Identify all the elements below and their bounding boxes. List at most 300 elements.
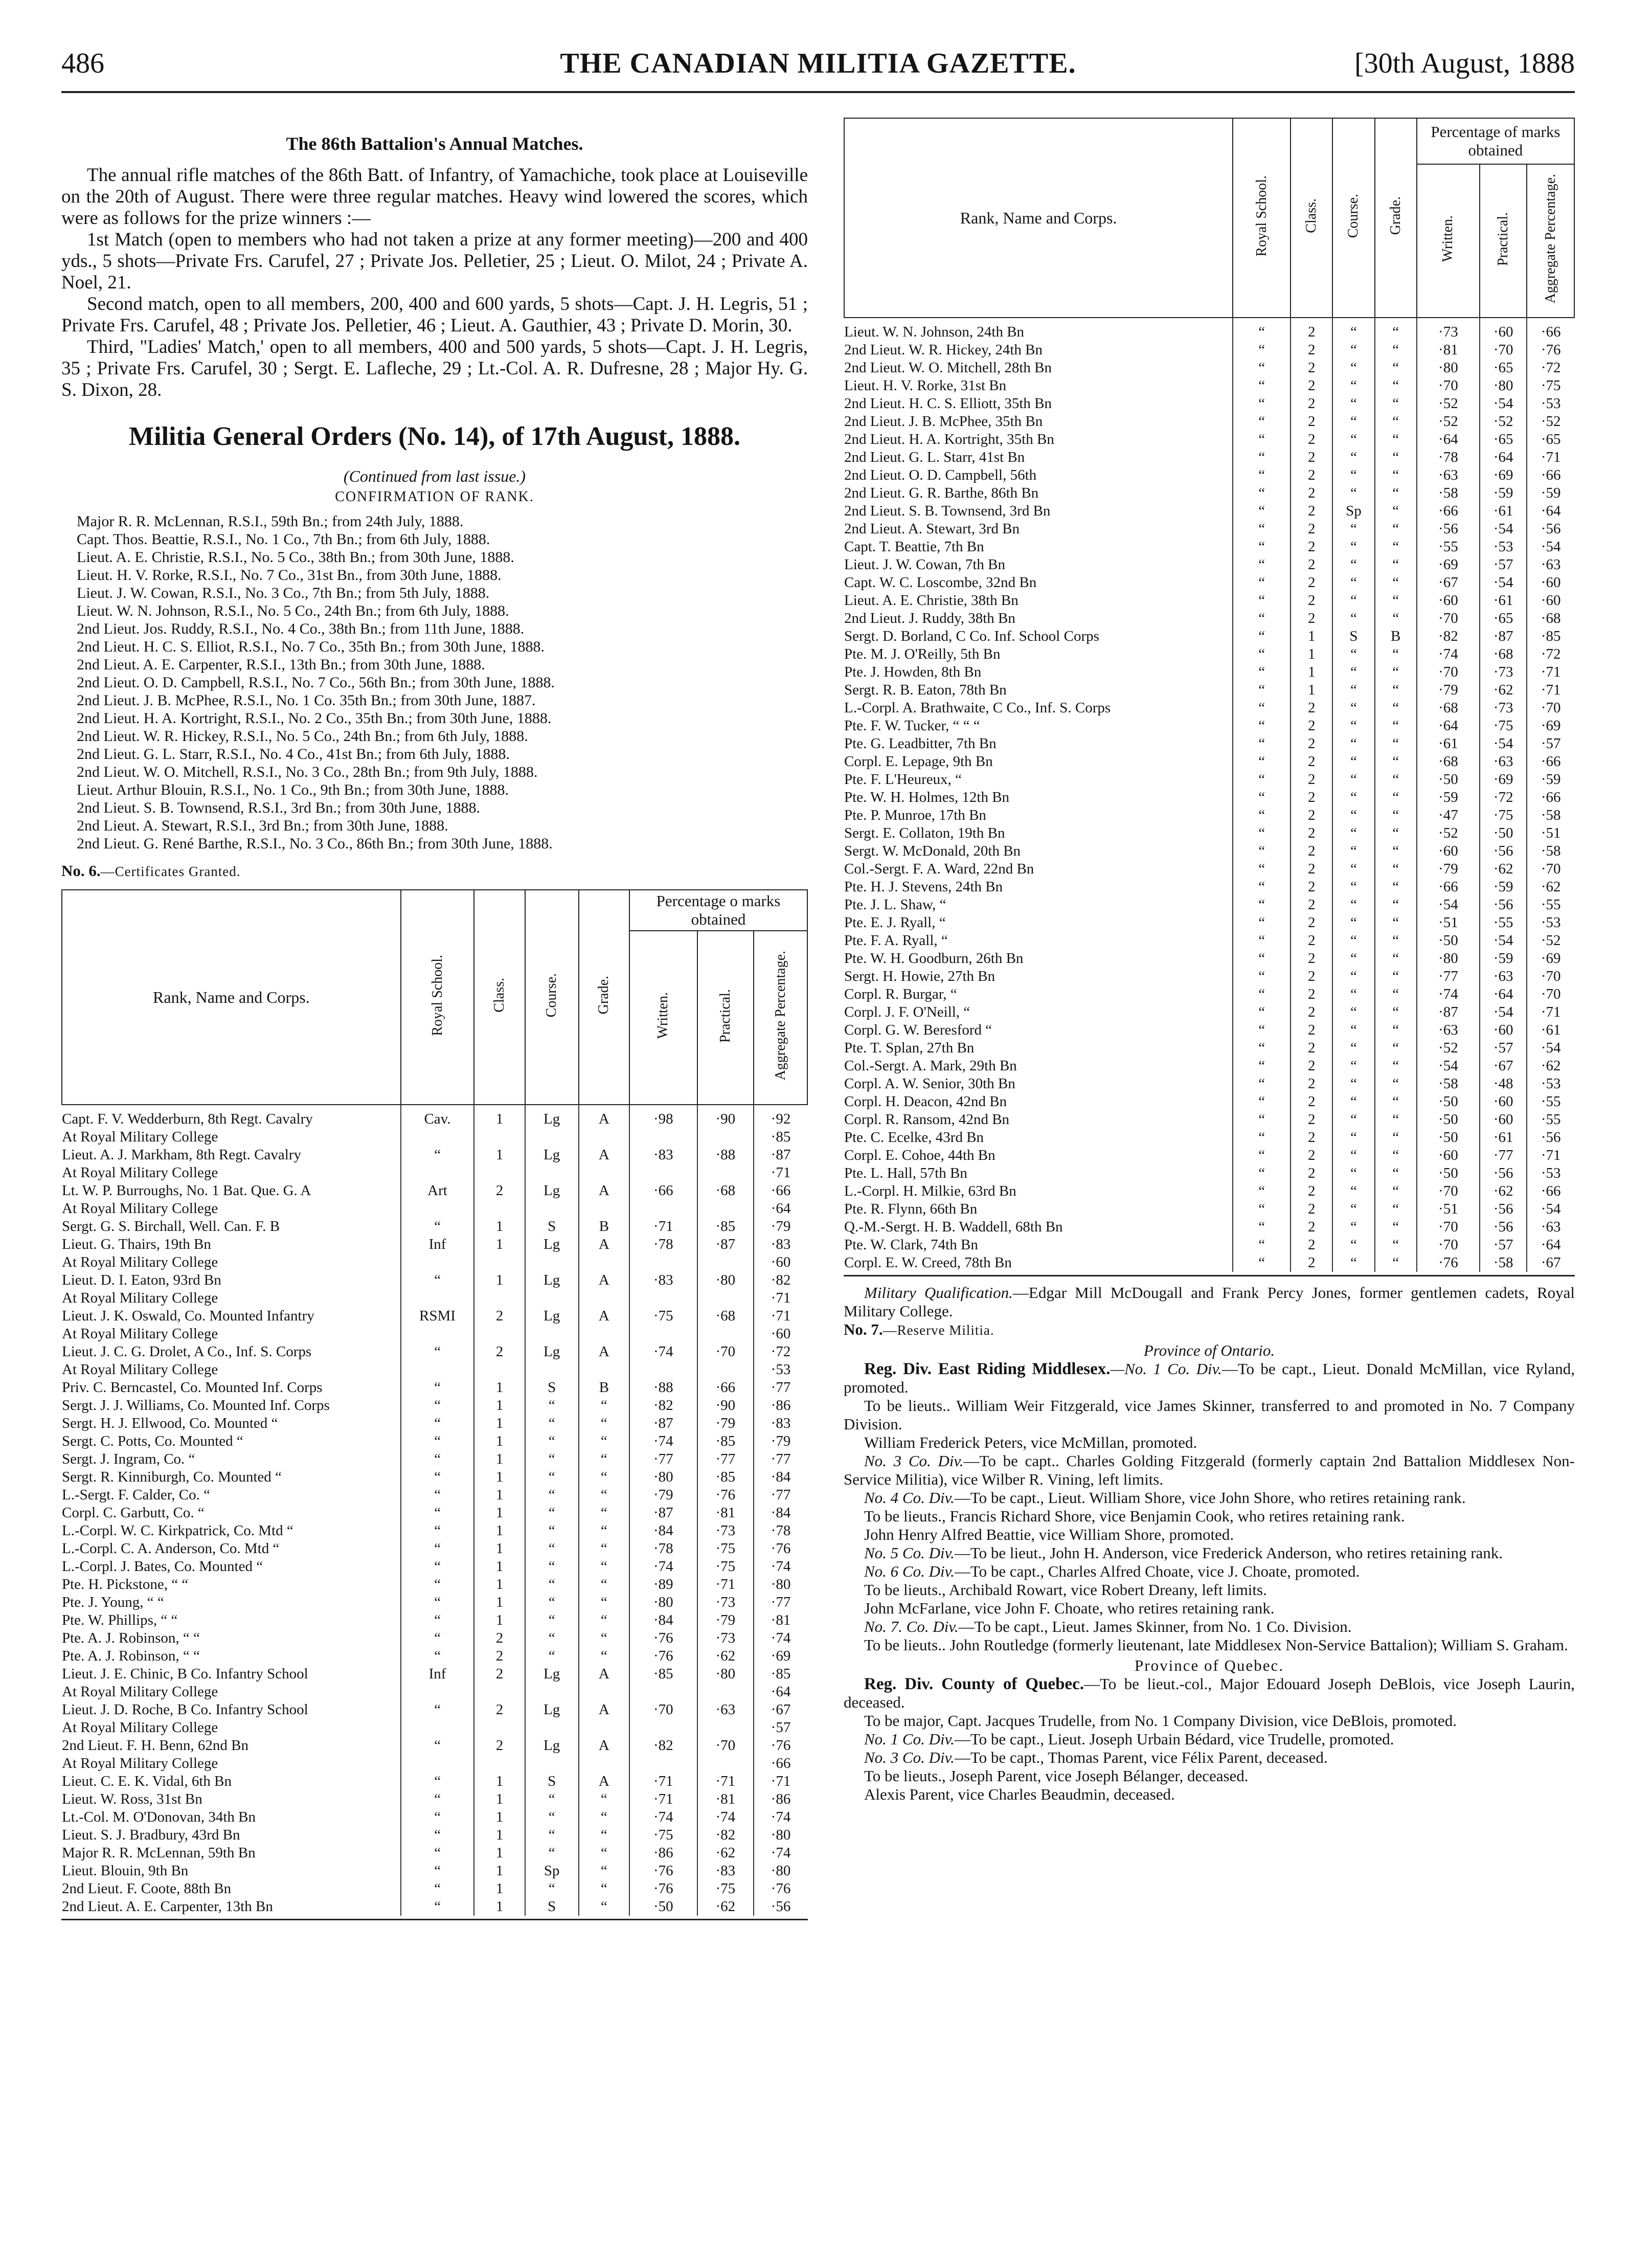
cell-royal-school: “ [1233,1039,1291,1057]
cell-royal-school: “ [1233,717,1291,735]
cell-grade [579,1719,629,1737]
cell-aggregate: ·77 [754,1486,807,1504]
table-bottom-rule [844,1275,1575,1276]
cell-royal-school: “ [401,1343,474,1361]
table-row [844,717,1574,735]
cell-written: ·66 [1417,502,1480,520]
cell-aggregate: ·53 [1527,1164,1574,1182]
cell-name: Pte. M. J. O'Reilly, 5th Bn [844,646,1001,662]
cell-name: Sergt. E. Collaton, 19th Bn [844,825,1005,841]
cell-grade: “ [579,1898,629,1916]
cell-aggregate: ·56 [754,1898,807,1916]
cell-class: 2 [1291,1039,1332,1057]
cell-practical: ·77 [697,1450,754,1468]
appointment-paragraph [844,1526,1575,1544]
cell-class: 1 [1291,663,1332,681]
cell-royal-school: “ [401,1576,474,1594]
cell-course: “ [525,1540,579,1558]
cell-written: ·50 [1417,1111,1480,1129]
cell-royal-school: “ [1233,502,1291,520]
cell-aggregate: ·74 [754,1558,807,1576]
cell-name: Pte. A. J. Robinson, “ “ [62,1648,200,1664]
table-row [62,1236,807,1253]
table-row [62,1629,807,1647]
cell-practical: ·61 [1480,502,1527,520]
cell-written: ·68 [1417,699,1480,717]
table-row [844,610,1574,627]
cell-grade: “ [579,1880,629,1898]
confirmation-item: 2nd Lieut. S. B. Townsend, R.S.I., 3rd Bn.; from 30th June, 1888. [77,799,481,816]
table-row [62,1522,807,1540]
cell-practical: ·62 [697,1898,754,1916]
cell-royal-school: “ [1233,484,1291,502]
cell-practical: ·87 [697,1236,754,1253]
cell-class [474,1325,525,1343]
cell-grade: “ [1375,556,1417,574]
cell-aggregate: ·86 [754,1397,807,1415]
cell-practical: ·87 [1480,627,1527,645]
table-row [844,932,1574,950]
cell-royal-school [401,1253,474,1271]
cell-course: Lg [525,1343,579,1361]
cell-name: 2nd Lieut. A. E. Carpenter, 13th Bn [62,1898,273,1915]
cell-written: ·68 [1417,753,1480,771]
cell-written: ·52 [1417,824,1480,842]
appointment-paragraph [844,1730,1575,1748]
cell-name: 2nd Lieut. H. C. S. Elliott, 35th Bn [844,395,1052,412]
cell-course: “ [1332,1057,1374,1075]
company-division: —No. 1 Co. Div. [1110,1360,1222,1378]
cell-royal-school: “ [1233,1182,1291,1200]
cell-course: “ [1332,1039,1374,1057]
cell-grade: “ [1375,1057,1417,1075]
cell-course: “ [1332,932,1374,950]
cell-grade: “ [1375,735,1417,753]
cell-written: ·59 [1417,789,1480,806]
cell-practical: ·56 [1480,1164,1527,1182]
cell-aggregate: ·92 [754,1105,807,1128]
province-ontario-heading: Province of Ontario. [1143,1341,1275,1359]
cell-practical: ·63 [1480,753,1527,771]
table-row [62,1200,807,1218]
cell-course: “ [1332,1200,1374,1218]
cell-aggregate: ·82 [754,1271,807,1289]
cell-course: “ [1332,574,1374,592]
cell-royal-school [401,1325,474,1343]
cell-practical: ·54 [1480,735,1527,753]
cell-written [629,1325,697,1343]
cell-grade: “ [1375,1129,1417,1147]
cell-royal-school: “ [1233,1093,1291,1111]
cell-written: ·78 [1417,448,1480,466]
col-header-royal-school: Royal School. [401,890,474,1105]
cell-royal-school: “ [1233,377,1291,395]
cell-class: 1 [474,1450,525,1468]
cell-course: “ [525,1647,579,1665]
cell-course: “ [1332,1182,1374,1200]
cell-royal-school [401,1200,474,1218]
cell-grade: “ [579,1450,629,1468]
cell-course: Lg [525,1665,579,1683]
cell-class: 1 [474,1862,525,1880]
cell-course: “ [1332,520,1374,538]
cell-class: 1 [474,1558,525,1576]
cell-grade: “ [1375,753,1417,771]
continued-note: (Continued from last issue.) [343,467,526,485]
cell-royal-school: “ [1233,1236,1291,1254]
cell-course: “ [1332,395,1374,413]
cell-practical: ·85 [697,1432,754,1450]
cell-name: L.-Corpl. C. A. Anderson, Co. Mtd “ [62,1540,280,1557]
cell-name: Priv. C. Berncastel, Co. Mounted Inf. Corps [62,1379,323,1396]
cell-grade: “ [1375,466,1417,484]
table-row [844,1111,1574,1129]
cell-written: ·79 [1417,681,1480,699]
cell-royal-school [401,1128,474,1146]
cell-grade: A [579,1271,629,1289]
cell-practical: ·71 [697,1576,754,1594]
cell-written: ·84 [629,1522,697,1540]
appointment-text: To be lieuts., Archibald Rowart, vice Robert Dreany, left limits. [864,1581,1267,1599]
cell-grade: “ [1375,448,1417,466]
appointment-paragraph [844,1360,1575,1397]
cell-aggregate: ·66 [1527,1182,1574,1200]
cell-aggregate: ·77 [754,1594,807,1611]
table-row [844,663,1574,681]
table-row [62,1665,807,1683]
cell-written: ·66 [1417,878,1480,896]
cell-course: “ [1332,735,1374,753]
cell-class: 1 [474,1271,525,1289]
cell-name: Lt. W. P. Burroughs, No. 1 Bat. Que. G. A [62,1182,311,1199]
cell-royal-school: “ [1233,771,1291,789]
cell-practical: ·54 [1480,395,1527,413]
cell-course: “ [525,1629,579,1647]
cell-course: “ [1332,789,1374,806]
cell-aggregate: ·83 [754,1236,807,1253]
cell-aggregate: ·67 [754,1701,807,1719]
cell-class: 2 [1291,502,1332,520]
table-row [62,1790,807,1808]
cell-royal-school: “ [401,1826,474,1844]
cell-name: Sergt. G. S. Birchall, Well. Can. F. B [62,1218,280,1235]
cell-course: “ [1332,645,1374,663]
cell-royal-school: “ [1233,645,1291,663]
cell-written: ·74 [1417,985,1480,1003]
cell-course [525,1253,579,1271]
cell-written: ·71 [629,1218,697,1236]
cell-practical: ·60 [1480,1111,1527,1129]
cell-grade: “ [1375,484,1417,502]
cell-written: ·61 [1417,735,1480,753]
article-body [61,165,808,401]
cell-name: Q.-M.-Sergt. H. B. Waddell, 68th Bn [844,1219,1063,1235]
cell-course: “ [1332,1075,1374,1093]
cell-class: 2 [1291,318,1332,341]
cell-course: “ [1332,1129,1374,1147]
cell-class [474,1719,525,1737]
cell-written [629,1683,697,1701]
cell-name: Corpl. A. W. Senior, 30th Bn [844,1075,1015,1092]
cell-aggregate: ·66 [1527,753,1574,771]
cell-grade: A [579,1343,629,1361]
cell-name: Pte. J. Howden, 8th Bn [844,664,982,680]
appointment-text: —To be capt., Lieut. Donald McMillan, vice Ryland, promoted. [844,1360,1575,1396]
cell-aggregate: ·62 [1527,878,1574,896]
cell-class [474,1200,525,1218]
ontario-appointments [844,1360,1575,1654]
table-row [844,878,1574,896]
cell-grade: “ [1375,413,1417,431]
cell-class: 2 [1291,1218,1332,1236]
cell-grade: B [579,1218,629,1236]
col-header-aggregate: Aggregate Percentage. [754,931,807,1105]
cell-written: ·70 [1417,1182,1480,1200]
cell-course: “ [1332,1254,1374,1272]
cell-written: ·50 [1417,1093,1480,1111]
cell-grade: “ [1375,538,1417,556]
table-row [62,1647,807,1665]
cell-royal-school: “ [401,1415,474,1432]
cell-aggregate: ·62 [1527,1057,1574,1075]
table-row [844,842,1574,860]
cell-class: 1 [474,1522,525,1540]
cell-aggregate: ·70 [1527,968,1574,985]
article-paragraph: Third, "Ladies' Match,' open to all members, 400 and 500 yards, 5 shots—Capt. J. H. Legris, 35 ; Private Frs. Carufel, 30 ; Sergt. E. Lafleche, 29 ; Lt.-Col. A. R. Dufresne, 28 ; Major Hy. G. S. Dixon, 28. [61,337,808,400]
cell-course: “ [1332,1164,1374,1182]
cell-class: 2 [1291,789,1332,806]
cell-course: “ [525,1844,579,1862]
cell-course: “ [525,1415,579,1432]
cell-aggregate: ·51 [1527,824,1574,842]
certificates-table-left [61,889,808,1916]
cell-name: Pte. W. Phillips, “ “ [62,1612,178,1628]
cell-grade: A [579,1146,629,1164]
appointment-paragraph [844,1748,1575,1767]
confirmation-item: 2nd Lieut. O. D. Campbell, R.S.I., No. 7 Co., 56th Bn.; from 30th June, 1888. [77,674,555,691]
cell-name: Pte. J. Young, “ “ [62,1594,164,1610]
cell-written: ·70 [629,1701,697,1719]
table-row [844,1236,1574,1254]
cell-course: “ [525,1450,579,1468]
col-header-percentage: Percentage of marks obtained [1417,118,1574,164]
cell-name: Capt. T. Beattie, 7th Bn [844,539,984,555]
cell-practical: ·74 [697,1808,754,1826]
cell-practical: ·68 [697,1182,754,1200]
cell-grade [579,1128,629,1146]
confirmation-item: 2nd Lieut. A. E. Carpenter, R.S.I., 13th Bn.; from 30th June, 1888. [77,656,485,673]
table-row [62,1164,807,1182]
cell-practical: ·50 [1480,824,1527,842]
cell-name: Pte. W. H. Goodburn, 26th Bn [844,950,1024,967]
cell-course: “ [1332,484,1374,502]
cell-course [525,1289,579,1307]
cell-royal-school: “ [1233,1021,1291,1039]
appointment-text: —To be capt., Thomas Parent, vice Félix Parent, deceased. [954,1748,1328,1766]
cell-aggregate: ·84 [754,1468,807,1486]
cell-course: Lg [525,1105,579,1128]
article-paragraph: 1st Match (open to members who had not taken a prize at any former meeting)—200 and 400 yds., 5 shots—Private Frs. Carufel, 27 ; Private Jos. Pelletier, 25 ; Lieut. O. Milot, 24 ; Private A. Noel, 21. [61,229,808,293]
cell-class: 1 [474,1236,525,1253]
confirmation-item: 2nd Lieut. W. O. Mitchell, R.S.I., No. 3 Co., 28th Bn.; from 9th July, 1888. [77,764,538,780]
col-header-practical: Practical. [1480,164,1527,318]
cell-aggregate: ·76 [754,1540,807,1558]
table-row [62,1432,807,1450]
cell-aggregate: ·54 [1527,538,1574,556]
cell-written: ·84 [629,1611,697,1629]
article-paragraph: The annual rifle matches of the 86th Batt. of Infantry, of Yamachiche, took place at Louiseville on the 20th of August. There were three regular matches. Heavy wind lowered the scores, which were as follows for the prize winners :— [61,165,808,229]
col-header-course: Course. [525,890,579,1105]
table-row [844,520,1574,538]
cell-written: ·87 [1417,1003,1480,1021]
cell-grade: “ [1375,1164,1417,1182]
cell-name: At Royal Military College [62,1719,218,1736]
cell-royal-school: “ [401,1540,474,1558]
company-division: No. 5 Co. Div. [864,1544,955,1562]
cell-practical: ·75 [1480,717,1527,735]
cell-name: Sergt. H. J. Ellwood, Co. Mounted “ [62,1415,278,1431]
table-row [844,318,1574,341]
cell-written [629,1164,697,1182]
cell-name: Sergt. R. Kinniburgh, Co. Mounted “ [62,1469,282,1485]
cell-practical: ·62 [1480,860,1527,878]
cell-class: 2 [1291,1236,1332,1254]
cell-course [525,1755,579,1773]
cell-written: ·56 [1417,520,1480,538]
cell-aggregate: ·55 [1527,1093,1574,1111]
cell-royal-school: “ [1233,789,1291,806]
cell-written: ·83 [629,1271,697,1289]
col-header-name: Rank, Name and Corps. [844,118,1233,318]
confirmation-item: Major R. R. McLennan, R.S.I., 59th Bn.; from 24th July, 1888. [77,513,464,530]
cell-aggregate: ·68 [1527,610,1574,627]
cell-name: Pte. C. Ecelke, 43rd Bn [844,1129,984,1146]
cell-name: Pte. L. Hall, 57th Bn [844,1165,967,1181]
cell-grade: “ [1375,663,1417,681]
cell-course: “ [525,1504,579,1522]
cell-name: Corpl. G. W. Beresford “ [844,1022,992,1038]
table-bottom-rule [61,1919,808,1920]
cell-class: 1 [474,1504,525,1522]
cell-written: ·83 [629,1146,697,1164]
appointment-text: William Frederick Peters, vice McMillan, promoted. [864,1433,1197,1451]
table-row [844,502,1574,520]
cell-grade: “ [579,1522,629,1540]
cell-aggregate: ·52 [1527,413,1574,431]
cell-grade: “ [579,1790,629,1808]
col-header-class: Class. [474,890,525,1105]
cell-grade: “ [1375,681,1417,699]
cell-course [525,1683,579,1701]
cell-class: 2 [1291,1164,1332,1182]
article-title: The 86th Battalion's Annual Matches. [286,133,583,154]
table-row [62,1844,807,1862]
division-name: Reg. Div. East Riding Middlesex. [864,1360,1111,1378]
cell-grade: “ [1375,502,1417,520]
cell-royal-school: “ [1233,914,1291,932]
cell-name: Lieut. A. J. Markham, 8th Regt. Cavalry [62,1147,301,1163]
cell-aggregate: ·79 [754,1218,807,1236]
cell-practical [697,1361,754,1379]
cell-aggregate: ·78 [754,1522,807,1540]
cell-aggregate: ·55 [1527,1111,1574,1129]
cell-royal-school: “ [1233,735,1291,753]
cell-royal-school: “ [1233,663,1291,681]
cell-name: Sergt. J. Ingram, Co. “ [62,1451,195,1467]
cell-name: Pte. A. J. Robinson, “ “ [62,1630,200,1646]
cell-name: Lieut. J. C. G. Drolet, A Co., Inf. S. Corps [62,1343,312,1360]
cell-royal-school: “ [401,1504,474,1522]
cell-course: “ [1332,318,1374,341]
cell-course: “ [1332,681,1374,699]
cell-practical: ·54 [1480,1003,1527,1021]
cell-class: 2 [474,1665,525,1683]
cell-aggregate: ·75 [1527,377,1574,395]
cell-royal-school: “ [401,1808,474,1826]
cell-royal-school: “ [1233,448,1291,466]
cell-name: L.-Corpl. A. Brathwaite, C Co., Inf. S. Corps [844,700,1111,716]
table-row [62,1773,807,1790]
cell-class: 2 [1291,985,1332,1003]
table-row [844,1218,1574,1236]
cell-grade: “ [1375,341,1417,359]
cell-name: 2nd Lieut. O. D. Campbell, 56th [844,467,1037,483]
cell-aggregate: ·69 [1527,950,1574,968]
cell-grade: B [579,1379,629,1397]
cell-written: ·77 [1417,968,1480,985]
cell-name: 2nd Lieut. W. O. Mitchell, 28th Bn [844,360,1052,376]
cell-royal-school: “ [401,1647,474,1665]
cell-royal-school [401,1164,474,1182]
cell-grade: “ [579,1594,629,1611]
cell-name: At Royal Military College [62,1200,218,1217]
table-row [844,431,1574,448]
cell-aggregate: ·53 [1527,395,1574,413]
cell-class: 1 [474,1880,525,1898]
cell-class: 2 [1291,1111,1332,1129]
confirmation-item: 2nd Lieut. H. C. S. Elliot, R.S.I., No. 7 Co., 35th Bn.; from 30th June, 1888. [77,638,545,655]
cell-course: “ [1332,950,1374,968]
cell-grade: “ [579,1629,629,1647]
cell-grade: “ [1375,1200,1417,1218]
cell-royal-school: “ [1233,627,1291,645]
cell-practical: ·65 [1480,359,1527,377]
cell-course [525,1128,579,1146]
cell-royal-school: RSMI [401,1307,474,1325]
table-row [62,1146,807,1164]
table-row [844,1164,1574,1182]
cell-written: ·75 [629,1826,697,1844]
cell-practical: ·72 [1480,789,1527,806]
cell-grade [579,1289,629,1307]
table-row [844,341,1574,359]
cell-class: 2 [1291,806,1332,824]
cell-royal-school: “ [401,1486,474,1504]
cell-royal-school: “ [401,1862,474,1880]
table-row [62,1105,807,1128]
cell-grade: “ [1375,878,1417,896]
cell-practical: ·56 [1480,1200,1527,1218]
cell-class: 2 [1291,341,1332,359]
cell-class: 2 [1291,574,1332,592]
cell-written: ·80 [629,1468,697,1486]
cell-course [525,1361,579,1379]
cell-practical: ·88 [697,1146,754,1164]
appointment-text: To be major, Capt. Jacques Trudelle, from No. 1 Company Division, vice DeBlois, promoted. [864,1712,1457,1730]
table-row [844,789,1574,806]
cell-course: “ [525,1522,579,1540]
cell-royal-school [401,1755,474,1773]
